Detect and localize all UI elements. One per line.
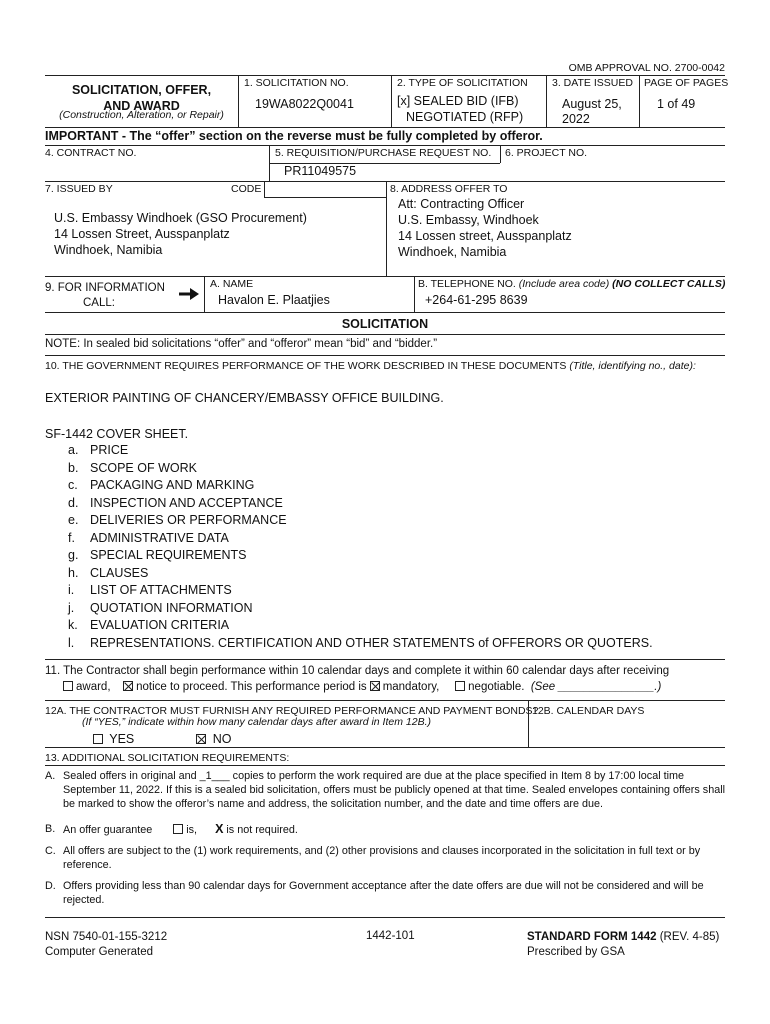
rule: [45, 334, 725, 335]
offer-guarantee-not-required-label: is not required.: [226, 824, 298, 836]
list-letter: h.: [68, 566, 79, 580]
nsn-number: NSN 7540-01-155-3212: [45, 931, 168, 943]
item13-d: [45, 879, 725, 907]
rule: [45, 145, 725, 146]
item13-a-lead: A.: [45, 770, 56, 782]
form-title-line-2: AND AWARD: [103, 99, 180, 113]
arrow-right-icon: [178, 287, 200, 299]
list-item: [68, 443, 128, 457]
item13-b-text: An offer guarantee: [63, 824, 153, 836]
list-letter: b.: [68, 461, 79, 475]
rule: [45, 659, 725, 660]
notice-to-proceed-checkbox[interactable]: [123, 681, 133, 691]
rule: [45, 312, 725, 313]
list-text: INSPECTION AND ACCEPTANCE: [90, 496, 283, 510]
type-sealed-bid: [x] SEALED BID (IFB): [397, 94, 519, 108]
see-reference: (See _______________.): [530, 681, 662, 693]
issued-by-line: Windhoek, Namibia: [54, 243, 163, 257]
date-issued-line-2: 2022: [562, 112, 590, 126]
item13-d-lead: D.: [45, 880, 56, 892]
standard-form-revision: (REV. 4-85): [659, 931, 720, 943]
info-label: [45, 281, 165, 311]
list-item: [68, 531, 229, 545]
form-title-line-1: SOLICITATION, OFFER,: [71, 83, 212, 97]
item10-label-text: 10. THE GOVERNMENT REQUIRES PERFORMANCE OF THE WORK DESCRIBED IN THESE DOCUMENTS: [45, 360, 567, 372]
list-text: SCOPE OF WORK: [90, 461, 197, 475]
list-item: [68, 601, 253, 615]
footer-left: [45, 930, 167, 960]
contact-name: Havalon E. Plaatjies: [218, 293, 330, 307]
item11-options: [60, 681, 661, 693]
address-offer-line: U.S. Embassy, Windhoek: [398, 213, 539, 227]
rule: [414, 276, 415, 312]
list-text: PACKAGING AND MARKING: [90, 478, 255, 492]
item10-label-paren: (Title, identifying no., date):: [569, 360, 696, 372]
item13-a: [45, 769, 725, 811]
bonds-yes-checkbox[interactable]: [93, 734, 103, 744]
form-subtitle: (Construction, Alteration, or Repair): [59, 109, 224, 121]
item13-label: 13. ADDITIONAL SOLICITATION REQUIREMENTS:: [45, 752, 290, 764]
list-text: SPECIAL REQUIREMENTS: [90, 548, 247, 562]
rule: [386, 181, 387, 276]
note: NOTE: In sealed bid solicitations “offer” and “offeror” mean “bid” and “bidder.”: [45, 338, 438, 350]
item13-d-text: Offers providing less than 90 calendar days for Government acceptance after the date offers are due will not be considered and will be rejected.: [63, 880, 704, 906]
rule: [204, 276, 205, 312]
omb-approval: OMB APPROVAL NO. 2700-0042: [568, 62, 725, 74]
contact-telephone: +264-61-295 8639: [425, 293, 528, 307]
type-negotiated: NEGOTIATED (RFP): [406, 110, 524, 124]
important-notice: IMPORTANT - The “offer” section on the reverse must be fully completed by offeror.: [45, 129, 543, 143]
list-item: [68, 636, 653, 650]
list-letter: i.: [68, 583, 75, 597]
bonds-no-checkbox[interactable]: [196, 734, 206, 744]
list-item: [68, 566, 148, 580]
rule: [264, 197, 386, 198]
bonds-no-label: NO: [212, 732, 232, 746]
footer-right: [527, 930, 719, 960]
list-letter: a.: [68, 443, 79, 457]
address-offer-label: 8. ADDRESS OFFER TO: [390, 183, 508, 195]
mandatory-checkbox[interactable]: [370, 681, 380, 691]
contract-no-label: 4. CONTRACT NO.: [45, 147, 137, 159]
list-letter: k.: [68, 618, 78, 632]
rule: [528, 700, 529, 747]
list-letter: d.: [68, 496, 79, 510]
rule: [45, 355, 725, 356]
rule: [45, 765, 725, 766]
cover-sheet: SF-1442 COVER SHEET.: [45, 427, 189, 441]
notice-to-proceed-label: notice to proceed. This performance period is: [136, 681, 367, 693]
rule: [45, 181, 725, 182]
form-code: 1442-101: [366, 930, 415, 942]
item13-a-text: Sealed offers in original and _1___ copies to perform the work required are due at the place specified in Item 8 by 17:00 local time September 11, 2022. If this is a sealed bid solicitation, offers must be publicly opened at that time. Sealed envelopes containing offers shall be marked to show the offeror’s name and address, the solicitation number, and the date and time offers are due.: [63, 770, 726, 810]
mandatory-label: mandatory,: [382, 681, 440, 693]
item13-b: [45, 822, 725, 837]
telephone-label: [418, 278, 725, 290]
telephone-label-text: B. TELEPHONE NO.: [418, 278, 516, 290]
info-label-line-2: CALL:: [83, 297, 115, 309]
list-letter: g.: [68, 548, 79, 562]
info-label-line-1: 9. FOR INFORMATION: [45, 282, 165, 294]
item12b-label: 12B. CALENDAR DAYS: [532, 705, 645, 717]
rule: [391, 75, 392, 127]
rule: [500, 145, 501, 163]
rule: [45, 127, 725, 128]
item13-c-text: All offers are subject to the (1) work requirements, and (2) other provisions and clauses incorporated in the solicitation in full text or by reference.: [63, 845, 701, 871]
award-label: award,: [76, 681, 111, 693]
item12a-note: (If “YES,” indicate within how many calendar days after award in Item 12B.): [82, 716, 431, 728]
address-offer-line: Windhoek, Namibia: [398, 245, 507, 259]
item12a-label: 12A. THE CONTRACTOR MUST FURNISH ANY REQUIRED PERFORMANCE AND PAYMENT BONDS?: [45, 705, 539, 717]
type-label: 2. TYPE OF SOLICITATION: [397, 77, 528, 89]
page-of-pages-label: PAGE OF PAGES: [644, 77, 729, 89]
issued-by-address: [54, 210, 307, 258]
project-no-label: 6. PROJECT NO.: [505, 147, 588, 159]
page-of-pages: 1 of 49: [657, 97, 696, 111]
solicitation-heading: SOLICITATION: [341, 317, 429, 331]
item13-c-lead: C.: [45, 845, 56, 857]
list-text: EVALUATION CRITERIA: [90, 618, 230, 632]
rule: [639, 75, 640, 127]
rule: [546, 75, 547, 127]
list-letter: c.: [68, 478, 78, 492]
requisition-label: 5. REQUISITION/PURCHASE REQUEST NO.: [275, 147, 492, 159]
list-text: REPRESENTATIONS. CERTIFICATION AND OTHER STATEMENTS of OFFERORS OR QUOTERS.: [90, 636, 653, 650]
code-label: CODE: [231, 183, 262, 195]
date-issued-line-1: August 25,: [562, 97, 622, 111]
list-text: LIST OF ATTACHMENTS: [90, 583, 232, 597]
computer-generated: Computer Generated: [45, 946, 154, 958]
bonds-yes-label: YES: [109, 732, 135, 746]
telephone-label-paren: (Include area code): [518, 278, 610, 290]
list-text: CLAUSES: [90, 566, 149, 580]
list-item: [68, 496, 283, 510]
rule: [45, 917, 725, 918]
rule: [45, 276, 725, 277]
item11-text: 11. The Contractor shall begin performance within 10 calendar days and complete it within 60 calendar days after receiving: [45, 665, 670, 677]
rule: [45, 75, 725, 76]
issued-by-line: U.S. Embassy Windhoek (GSO Procurement): [54, 211, 307, 225]
list-item: [68, 461, 197, 475]
award-checkbox[interactable]: [63, 681, 73, 691]
list-item: [68, 618, 229, 632]
address-offer-to: [398, 196, 572, 260]
issued-by-line: 14 Lossen Street, Ausspanplatz: [54, 227, 230, 241]
issued-by-label: 7. ISSUED BY: [45, 183, 113, 195]
item13-b-lead: B.: [45, 823, 56, 835]
offer-guarantee-not-required-mark[interactable]: X: [215, 822, 224, 836]
rule: [45, 700, 725, 701]
list-item: [68, 478, 254, 492]
rule: [45, 747, 725, 748]
name-label: A. NAME: [210, 278, 254, 290]
list-text: DELIVERIES OR PERFORMANCE: [90, 513, 287, 527]
work-title: EXTERIOR PAINTING OF CHANCERY/EMBASSY OFFICE BUILDING.: [45, 391, 444, 405]
requisition-no: PR11049575: [284, 164, 357, 178]
offer-guarantee-is-checkbox[interactable]: [173, 824, 183, 834]
item12a-options: [90, 732, 231, 746]
list-text: QUOTATION INFORMATION: [90, 601, 253, 615]
list-item: [68, 583, 232, 597]
list-text: ADMINISTRATIVE DATA: [90, 531, 229, 545]
item13-c: [45, 844, 725, 872]
prescribed-by: Prescribed by GSA: [527, 946, 625, 958]
item10-label: [45, 360, 696, 372]
negotiable-label: negotiable.: [468, 681, 525, 693]
date-issued-label: 3. DATE ISSUED: [552, 77, 633, 89]
no-collect-calls: (NO COLLECT CALLS): [612, 278, 726, 290]
address-offer-line: Att: Contracting Officer: [398, 197, 525, 211]
rule: [269, 163, 500, 164]
solicitation-no-label: 1. SOLICITATION NO.: [244, 77, 349, 89]
list-letter: l.: [68, 636, 75, 650]
standard-form-name: STANDARD FORM 1442: [527, 931, 657, 943]
list-letter: f.: [68, 531, 75, 545]
list-text: PRICE: [90, 443, 129, 457]
negotiable-checkbox[interactable]: [455, 681, 465, 691]
offer-guarantee-is-label: is,: [186, 824, 198, 836]
list-letter: e.: [68, 513, 79, 527]
solicitation-no: 19WA8022Q0041: [255, 97, 354, 111]
list-item: [68, 548, 247, 562]
list-letter: j.: [68, 601, 75, 615]
list-item: [68, 513, 287, 527]
date-issued-value: [562, 97, 622, 127]
rule: [264, 181, 265, 197]
rule: [238, 75, 239, 127]
address-offer-line: 14 Lossen street, Ausspanplatz: [398, 229, 572, 243]
